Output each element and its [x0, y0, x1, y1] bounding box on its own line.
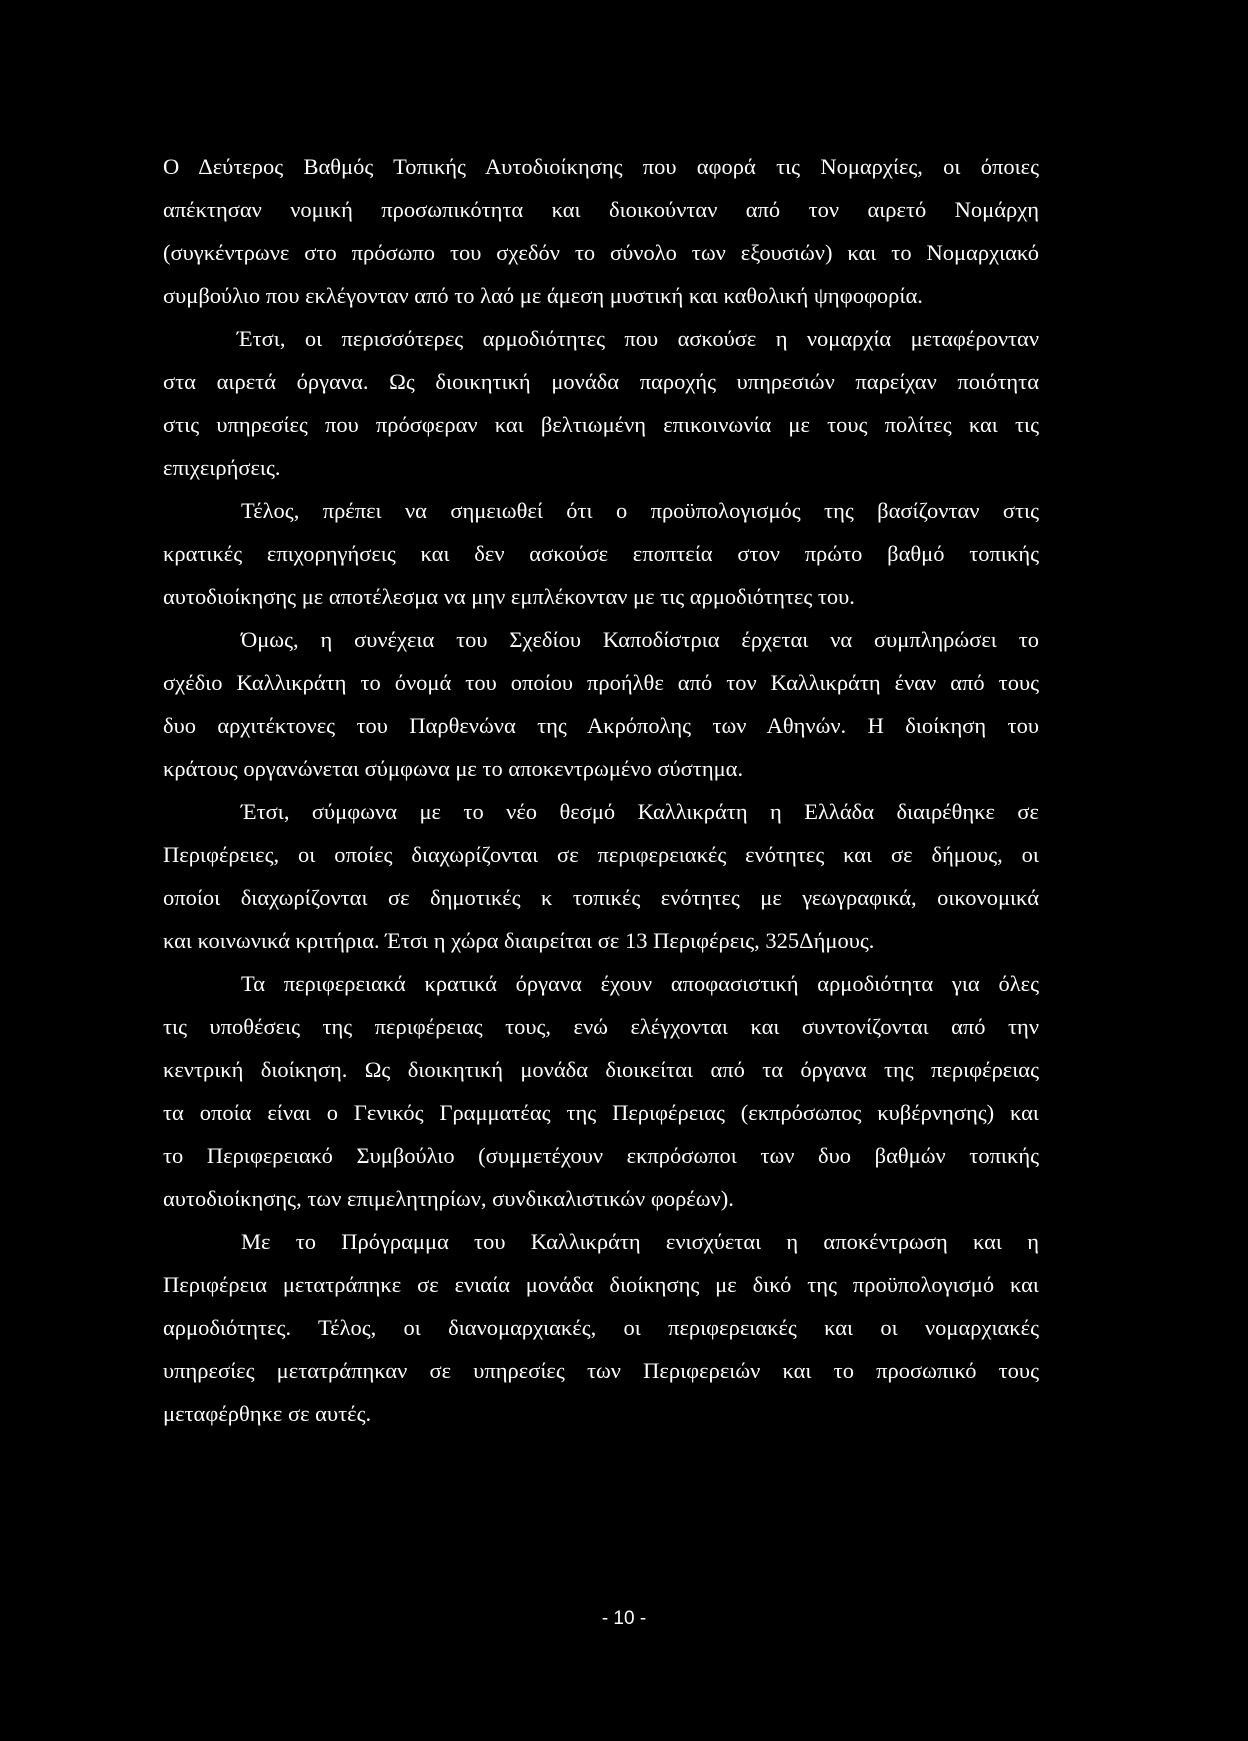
- text-line: μεταφέρθηκε σε αυτές.: [163, 1401, 372, 1426]
- page-number: - 10 -: [601, 1608, 647, 1629]
- text-line: υπηρεσίες μετατράπηκαν σε υπηρεσίες των Περιφερειών και το προσωπικό τους: [163, 1358, 1039, 1383]
- text-line: το Περιφερειακό Συμβούλιο (συμμετέχουν εκπρόσωποι των δυο βαθμών τοπικής: [163, 1143, 1039, 1168]
- text-line: Έτσι, οι περισσότερες αρμοδιότητες που ασκούσε η νομαρχία μεταφέρονταν: [237, 326, 1039, 351]
- text-line: κράτους οργανώνεται σύμφωνα με το αποκεντρωμένο σύστημα.: [163, 756, 744, 781]
- text-line: στα αιρετά όργανα. Ως διοικητική μονάδα παροχής υπηρεσιών παρείχαν ποιότητα: [163, 369, 1039, 394]
- text-line: σχέδιο Καλλικράτη το όνομά του οποίου προήλθε από τον Καλλικράτη έναν από τους: [163, 670, 1039, 695]
- text-line: αυτοδιοίκησης, των επιμελητηρίων, συνδικαλιστικών φορέων).: [163, 1186, 734, 1211]
- text-line: δυο αρχιτέκτονες του Παρθενώνα της Ακρόπολης των Αθηνών. Η διοίκηση του: [163, 713, 1039, 738]
- text-line: αρμοδιότητες. Τέλος, οι διανομαρχιακές, οι περιφερειακές και οι νομαρχιακές: [163, 1315, 1039, 1340]
- text-line: Όμως, η συνέχεια του Σχεδίου Καποδίστρια έρχεται να συμπληρώσει το: [241, 627, 1039, 652]
- text-line: Περιφέρεια μετατράπηκε σε ενιαία μονάδα διοίκησης με δικό της προϋπολογισμό και: [163, 1272, 1039, 1297]
- text-line: στις υπηρεσίες που πρόσφεραν και βελτιωμένη επικοινωνία με τους πολίτες και τις: [163, 412, 1039, 437]
- body-text: [163, 145, 1039, 1435]
- text-line: Περιφέρειες, οι οποίες διαχωρίζονται σε περιφερειακές ενότητες και σε δήμους, οι: [163, 842, 1039, 867]
- text-line: κρατικές επιχορηγήσεις και δεν ασκούσε εποπτεία στον πρώτο βαθμό τοπικής: [163, 541, 1039, 566]
- text-line: Ο Δεύτερος Βαθμός Τοπικής Αυτοδιοίκησης που αφορά τις Νομαρχίες, οι όποιες: [163, 154, 1039, 179]
- text-line: Τέλος, πρέπει να σημειωθεί ότι ο προϋπολογισμός της βασίζονταν στις: [241, 498, 1039, 523]
- text-line: τα οποία είναι ο Γενικός Γραμματέας της Περιφέρειας (εκπρόσωπος κυβέρνησης) και: [163, 1100, 1039, 1125]
- text-line: τις υποθέσεις της περιφέρειας τους, ενώ ελέγχονται και συντονίζονται από την: [163, 1014, 1039, 1039]
- text-line: Τα περιφερειακά κρατικά όργανα έχουν αποφασιστική αρμοδιότητα για όλες: [241, 971, 1039, 996]
- text-line: απέκτησαν νομική προσωπικότητα και διοικούνταν από τον αιρετό Νομάρχη: [163, 197, 1039, 222]
- text-line: αυτοδιοίκησης με αποτέλεσμα να μην εμπλέκονταν με τις αρμοδιότητες του.: [163, 584, 855, 609]
- text-line: Με το Πρόγραμμα του Καλλικράτη ενισχύεται η αποκέντρωση και η: [241, 1229, 1039, 1254]
- text-line: (συγκέντρωνε στο πρόσωπο του σχεδόν το σύνολο των εξουσιών) και το Νομαρχιακό: [163, 240, 1039, 265]
- text-line: οποίοι διαχωρίζονται σε δημοτικές κ τοπικές ενότητες με γεωγραφικά, οικονομικά: [163, 885, 1039, 910]
- text-line: επιχειρήσεις.: [163, 455, 281, 480]
- text-line: Έτσι, σύμφωνα με το νέο θεσμό Καλλικράτη η Ελλάδα διαιρέθηκε σε: [241, 799, 1039, 824]
- text-line: συμβούλιο που εκλέγονταν από το λαό με άμεση μυστική και καθολική ψηφοφορία.: [163, 283, 923, 308]
- text-line: κεντρική διοίκηση. Ως διοικητική μονάδα διοικείται από τα όργανα της περιφέρειας: [163, 1057, 1039, 1082]
- text-line: και κοινωνικά κριτήρια. Έτσι η χώρα διαιρείται σε 13 Περιφέρεις, 325Δήμους.: [163, 928, 875, 953]
